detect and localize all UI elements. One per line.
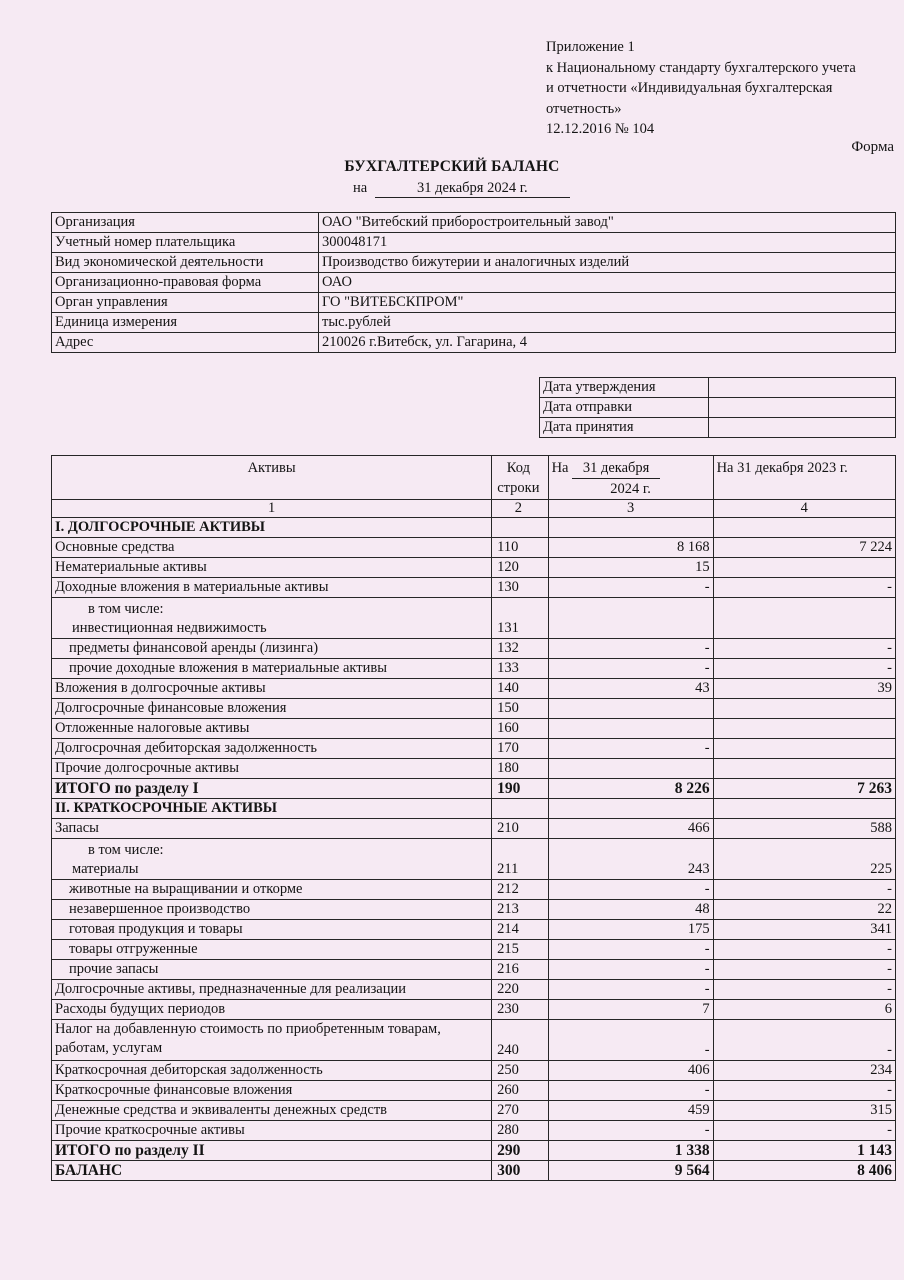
header-current-prefix: На xyxy=(551,460,569,476)
value-2024: - xyxy=(548,880,713,900)
value-2023: - xyxy=(713,1020,895,1061)
info-label: Орган управления xyxy=(52,293,319,313)
line-item-name xyxy=(52,538,492,558)
date-row xyxy=(540,378,896,398)
balance-row xyxy=(52,1061,896,1081)
balance-row xyxy=(52,699,896,719)
balance-row xyxy=(52,598,896,639)
date-row xyxy=(540,398,896,418)
line-item-name xyxy=(52,980,492,1000)
appendix-line: Приложение 1 xyxy=(546,39,635,55)
line-item-label: прочие запасы xyxy=(69,961,159,977)
line-code: 133 xyxy=(492,659,548,679)
balance-row xyxy=(52,1101,896,1121)
line-code: 270 xyxy=(492,1101,548,1121)
line-item-name xyxy=(52,679,492,699)
section-title: II. КРАТКОСРОЧНЫЕ АКТИВЫ xyxy=(52,799,492,819)
balance-row xyxy=(52,940,896,960)
line-item-name xyxy=(52,960,492,980)
info-value: ОАО xyxy=(319,273,896,293)
empty-cell xyxy=(548,518,713,538)
line-item-label: животные на выращивании и откорме xyxy=(69,881,303,897)
value-2023: 6 xyxy=(713,1000,895,1020)
value-2023: 7 224 xyxy=(713,538,895,558)
line-item-name xyxy=(52,1141,492,1161)
value-2024: 48 xyxy=(548,900,713,920)
balance-row xyxy=(52,900,896,920)
line-item-name xyxy=(52,598,492,639)
value-2023: 22 xyxy=(713,900,895,920)
value-2024: 43 xyxy=(548,679,713,699)
line-item-label: готовая продукция и товары xyxy=(69,921,243,937)
date-value: 31 декабря 2024 г. xyxy=(375,180,570,198)
info-value: ОАО "Витебский приборостроительный завод" xyxy=(319,213,896,233)
line-code: 120 xyxy=(492,558,548,578)
value-2023 xyxy=(713,739,895,759)
line-item-label: Отложенные налоговые активы xyxy=(55,720,250,736)
balance-row xyxy=(52,960,896,980)
date-value-cell xyxy=(709,378,896,398)
value-2024: - xyxy=(548,980,713,1000)
line-item-name xyxy=(52,839,492,880)
value-2023: - xyxy=(713,1121,895,1141)
line-item-subheading: в том числе: xyxy=(88,842,164,858)
line-item-label: Долгосрочная дебиторская задолженность xyxy=(55,740,317,756)
balance-row xyxy=(52,679,896,699)
line-code: 300 xyxy=(492,1161,548,1181)
balance-row xyxy=(52,1161,896,1181)
value-2023: 225 xyxy=(713,839,895,880)
value-2024 xyxy=(548,759,713,779)
info-value: 210026 г.Витебск, ул. Гагарина, 4 xyxy=(319,333,896,353)
section-header-row xyxy=(52,799,896,819)
balance-row xyxy=(52,779,896,799)
empty-cell xyxy=(492,518,548,538)
line-code: 190 xyxy=(492,779,548,799)
info-label: Организационно-правовая форма xyxy=(52,273,319,293)
balance-row xyxy=(52,538,896,558)
line-code: 150 xyxy=(492,699,548,719)
value-2023: 7 263 xyxy=(713,779,895,799)
line-code: 215 xyxy=(492,940,548,960)
date-row xyxy=(540,418,896,438)
line-item-name xyxy=(52,1081,492,1101)
organization-info-table xyxy=(51,212,896,353)
value-2024: 175 xyxy=(548,920,713,940)
line-item-label: Краткосрочная дебиторская задолженность xyxy=(55,1062,323,1078)
line-code: 132 xyxy=(492,639,548,659)
column-number: 4 xyxy=(713,500,895,518)
value-2023: 588 xyxy=(713,819,895,839)
value-2023: 1 143 xyxy=(713,1141,895,1161)
line-code: 220 xyxy=(492,980,548,1000)
balance-row xyxy=(52,659,896,679)
column-number: 1 xyxy=(52,500,492,518)
date-label: Дата отправки xyxy=(540,398,709,418)
date-prefix: на xyxy=(353,180,368,196)
line-item-label: ИТОГО по разделу I xyxy=(55,780,199,797)
line-item-label: Вложения в долгосрочные активы xyxy=(55,680,266,696)
info-label: Адрес xyxy=(52,333,319,353)
line-code: 160 xyxy=(492,719,548,739)
header-current-date: 31 декабря xyxy=(572,458,660,479)
line-code: 110 xyxy=(492,538,548,558)
info-row xyxy=(52,333,896,353)
line-item-name xyxy=(52,1101,492,1121)
value-2024: - xyxy=(548,960,713,980)
info-label: Вид экономической деятельности xyxy=(52,253,319,273)
line-item-label: Денежные средства и эквиваленты денежных средств xyxy=(55,1102,388,1118)
appendix-line: и отчетности «Индивидуальная бухгалтерская xyxy=(546,80,833,96)
value-2023: - xyxy=(713,940,895,960)
appendix-line: к Национальному стандарту бухгалтерского учета xyxy=(546,59,856,76)
line-item-label: инвестиционная недвижимость xyxy=(72,620,267,636)
value-2024: 8 226 xyxy=(548,779,713,799)
line-code: 214 xyxy=(492,920,548,940)
value-2024: 9 564 xyxy=(548,1161,713,1181)
balance-row xyxy=(52,639,896,659)
line-item-label: незавершенное производство xyxy=(69,901,251,917)
header-code-line2: строки xyxy=(497,480,540,496)
line-item-label: предметы финансовой аренды (лизинга) xyxy=(69,640,319,656)
line-item-name xyxy=(52,759,492,779)
empty-cell xyxy=(548,799,713,819)
line-item-label: Долгосрочные финансовые вложения xyxy=(55,700,287,716)
balance-header-row xyxy=(52,456,896,500)
line-item-name xyxy=(52,1161,492,1181)
line-code: 140 xyxy=(492,679,548,699)
line-item-name xyxy=(52,659,492,679)
document-title: БУХГАЛТЕРСКИЙ БАЛАНС xyxy=(344,158,560,175)
date-label: Дата утверждения xyxy=(540,378,709,398)
appendix-line: 12.12.2016 № 104 xyxy=(546,121,655,137)
line-item-name xyxy=(52,779,492,799)
line-item-name xyxy=(52,699,492,719)
balance-row xyxy=(52,880,896,900)
line-item-name xyxy=(52,880,492,900)
value-2023: - xyxy=(713,578,895,598)
date-value-cell xyxy=(709,418,896,438)
report-date xyxy=(353,180,570,198)
balance-row xyxy=(52,558,896,578)
value-2024: - xyxy=(548,1121,713,1141)
date-value-cell xyxy=(709,398,896,418)
line-code: 260 xyxy=(492,1081,548,1101)
line-item-label: Доходные вложения в материальные активы xyxy=(55,579,329,595)
info-value: 300048171 xyxy=(319,233,896,253)
balance-row xyxy=(52,719,896,739)
value-2024: - xyxy=(548,1020,713,1061)
value-2024: - xyxy=(548,739,713,759)
line-code: 216 xyxy=(492,960,548,980)
value-2024: 466 xyxy=(548,819,713,839)
info-row xyxy=(52,213,896,233)
line-code: 280 xyxy=(492,1121,548,1141)
line-item-label: Основные средства xyxy=(55,539,175,555)
line-item-name xyxy=(52,1020,492,1061)
line-item-name xyxy=(52,1000,492,1020)
balance-row xyxy=(52,819,896,839)
value-2024: - xyxy=(548,639,713,659)
value-2023: - xyxy=(713,1081,895,1101)
line-item-label: Расходы будущих периодов xyxy=(55,1001,226,1017)
line-item-name xyxy=(52,719,492,739)
header-code xyxy=(492,456,548,500)
line-code: 211 xyxy=(492,839,548,880)
value-2023: 39 xyxy=(713,679,895,699)
line-code: 170 xyxy=(492,739,548,759)
section-title: I. ДОЛГОСРОЧНЫЕ АКТИВЫ xyxy=(52,518,492,538)
line-item-label: Краткосрочные финансовые вложения xyxy=(55,1082,293,1098)
line-item-name xyxy=(52,558,492,578)
balance-row xyxy=(52,1141,896,1161)
line-item-name xyxy=(52,578,492,598)
balance-row xyxy=(52,578,896,598)
appendix-note xyxy=(546,37,886,140)
info-row xyxy=(52,293,896,313)
line-item-subheading: в том числе: xyxy=(88,601,164,617)
balance-row xyxy=(52,920,896,940)
info-label: Единица измерения xyxy=(52,313,319,333)
empty-cell xyxy=(713,799,895,819)
info-value: тыс.рублей xyxy=(319,313,896,333)
line-item-name xyxy=(52,819,492,839)
value-2024 xyxy=(548,719,713,739)
value-2024 xyxy=(548,699,713,719)
balance-row xyxy=(52,839,896,880)
line-item-label: Прочие краткосрочные активы xyxy=(55,1122,245,1138)
line-code: 130 xyxy=(492,578,548,598)
value-2023: 8 406 xyxy=(713,1161,895,1181)
section-header-row xyxy=(52,518,896,538)
value-2024: 7 xyxy=(548,1000,713,1020)
appendix-line: отчетность» xyxy=(546,100,622,117)
balance-row xyxy=(52,1121,896,1141)
value-2023: 341 xyxy=(713,920,895,940)
header-assets: Активы xyxy=(52,456,492,500)
value-2023: 234 xyxy=(713,1061,895,1081)
line-item-name xyxy=(52,1061,492,1081)
header-current-year-label: 2024 г. xyxy=(610,481,651,497)
line-item-name xyxy=(52,940,492,960)
line-item-label: Нематериальные активы xyxy=(55,559,207,575)
balance-row xyxy=(52,739,896,759)
line-code: 212 xyxy=(492,880,548,900)
value-2024: - xyxy=(548,1081,713,1101)
value-2023: - xyxy=(713,639,895,659)
value-2024: 1 338 xyxy=(548,1141,713,1161)
form-label: Форма xyxy=(851,139,894,155)
balance-row xyxy=(52,759,896,779)
line-item-label: Долгосрочные активы, предназначенные для реализации xyxy=(55,981,407,997)
line-item-name xyxy=(52,920,492,940)
empty-cell xyxy=(713,518,895,538)
dates-table xyxy=(539,377,896,438)
line-code: 230 xyxy=(492,1000,548,1020)
value-2023 xyxy=(713,759,895,779)
header-code-line1: Код xyxy=(506,460,530,476)
line-item-name xyxy=(52,739,492,759)
balance-row xyxy=(52,1020,896,1061)
column-number: 3 xyxy=(548,500,713,518)
date-label: Дата принятия xyxy=(540,418,709,438)
line-item-label: Запасы xyxy=(55,820,99,836)
info-row xyxy=(52,253,896,273)
line-code: 240 xyxy=(492,1020,548,1061)
value-2023: - xyxy=(713,960,895,980)
balance-table xyxy=(51,455,896,1181)
value-2024 xyxy=(548,598,713,639)
value-2024: 15 xyxy=(548,558,713,578)
line-item-label: материалы xyxy=(72,861,139,877)
line-item-label: Налог на добавленную стоимость по приобретенным товарам, работам, услугам xyxy=(55,1021,441,1056)
value-2024: - xyxy=(548,659,713,679)
line-code: 180 xyxy=(492,759,548,779)
value-2023 xyxy=(713,699,895,719)
line-code: 290 xyxy=(492,1141,548,1161)
balance-row xyxy=(52,1000,896,1020)
value-2024: 406 xyxy=(548,1061,713,1081)
line-item-label: ИТОГО по разделу II xyxy=(55,1142,205,1159)
info-label: Организация xyxy=(52,213,319,233)
value-2023: - xyxy=(713,980,895,1000)
line-code: 131 xyxy=(492,598,548,639)
value-2023: 315 xyxy=(713,1101,895,1121)
empty-cell xyxy=(492,799,548,819)
value-2024: 459 xyxy=(548,1101,713,1121)
line-code: 210 xyxy=(492,819,548,839)
line-item-name xyxy=(52,900,492,920)
line-item-label: прочие доходные вложения в материальные активы xyxy=(69,660,387,676)
balance-row xyxy=(52,980,896,1000)
value-2023: - xyxy=(713,880,895,900)
value-2024: 8 168 xyxy=(548,538,713,558)
info-row xyxy=(52,273,896,293)
value-2024: - xyxy=(548,578,713,598)
line-item-label: товары отгруженные xyxy=(69,941,198,957)
line-code: 213 xyxy=(492,900,548,920)
column-numbers-row xyxy=(52,500,896,518)
header-current-year xyxy=(548,456,713,500)
line-item-label: БАЛАНС xyxy=(55,1162,123,1179)
value-2023: - xyxy=(713,659,895,679)
info-value: Производство бижутерии и аналогичных изделий xyxy=(319,253,896,273)
column-number: 2 xyxy=(492,500,548,518)
line-item-name xyxy=(52,639,492,659)
header-previous-year: На 31 декабря 2023 г. xyxy=(713,456,895,500)
value-2024: - xyxy=(548,940,713,960)
info-row xyxy=(52,313,896,333)
info-row xyxy=(52,233,896,253)
value-2023 xyxy=(713,558,895,578)
value-2023 xyxy=(713,719,895,739)
info-label: Учетный номер плательщика xyxy=(52,233,319,253)
line-item-name xyxy=(52,1121,492,1141)
value-2023 xyxy=(713,598,895,639)
info-value: ГО "ВИТЕБСКПРОМ" xyxy=(319,293,896,313)
balance-row xyxy=(52,1081,896,1101)
line-code: 250 xyxy=(492,1061,548,1081)
line-item-label: Прочие долгосрочные активы xyxy=(55,760,239,776)
value-2024: 243 xyxy=(548,839,713,880)
